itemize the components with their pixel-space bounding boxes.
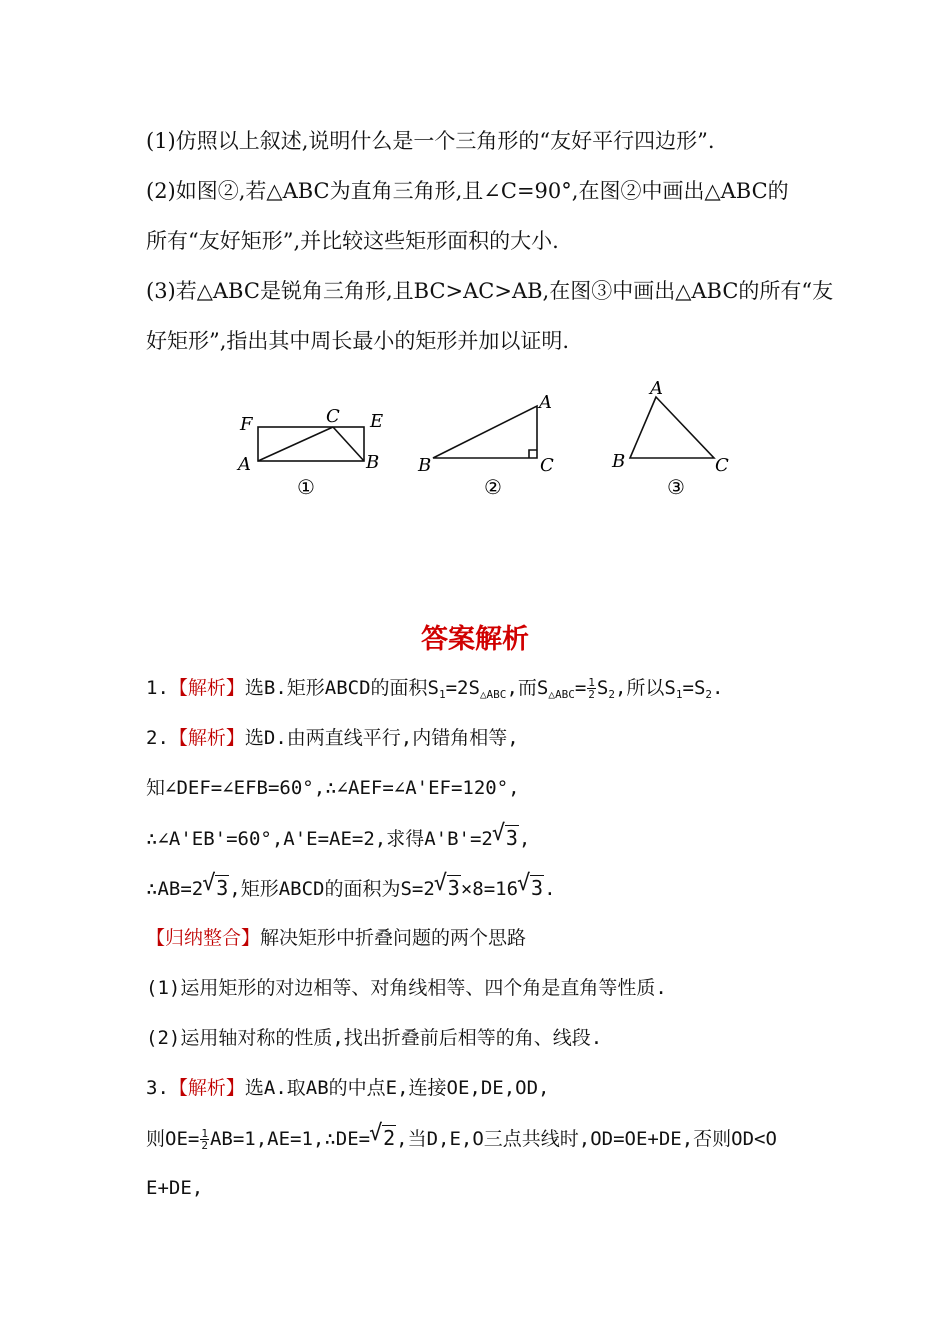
answer-3-line-3: E+DE, xyxy=(146,1177,204,1199)
answer-2-line-2: 知∠DEF=∠EFB=60°,∴∠AEF=∠A'EF=120°, xyxy=(146,777,520,799)
answer-1-text: 选B.矩形ABCD的面积S xyxy=(244,677,439,699)
fig3-caption: ③ xyxy=(667,475,685,499)
answer-2-text: ∴∠A'EB'=60°,A'E=AE=2,求得A'B'=2 xyxy=(146,828,493,850)
answer-2-line-1 xyxy=(146,724,519,752)
question-part-3-line-1: (3)若△ABC是锐角三角形,且BC>AC>AB,在图③中画出△ABC的所有“友 xyxy=(146,279,834,303)
square-root xyxy=(493,824,519,853)
answer-1-line xyxy=(146,674,723,709)
radicand: 3 xyxy=(505,826,518,850)
answer-1-text: =S xyxy=(682,677,706,699)
fig2-label-c: C xyxy=(540,455,554,476)
answer-1-text: = xyxy=(574,677,587,699)
answer-2-line-4 xyxy=(146,874,556,903)
figure-3 xyxy=(630,397,714,458)
subscript: △ABC xyxy=(479,688,507,701)
answer-3-text: ,当D,E,O三点共线时,OD=OE+DE,否则OD<O xyxy=(396,1128,777,1150)
fig1-caption: ① xyxy=(297,475,315,499)
answer-2-text: 选D.由两直线平行,内错角相等, xyxy=(244,727,519,749)
fig3-label-b: B xyxy=(612,451,626,472)
fig2-triangle xyxy=(433,406,537,458)
fraction-denominator: 2 xyxy=(201,1139,208,1152)
radicand: 3 xyxy=(216,876,229,900)
answer-2-text: ,矩形ABCD的面积为S=2 xyxy=(229,878,435,900)
square-root xyxy=(203,874,229,903)
fraction-one-half xyxy=(587,677,596,700)
answer-1-number: 1. xyxy=(146,677,169,699)
fig1-label-b: B xyxy=(366,452,380,473)
answer-3-text: 则OE= xyxy=(146,1128,200,1150)
fig3-label-c: C xyxy=(715,455,729,476)
answer-2-line-3 xyxy=(146,824,530,853)
question-part-2-line-2: 所有“友好矩形”,并比较这些矩形面积的大小. xyxy=(146,229,559,253)
answer-1-text: ,所以S xyxy=(614,677,676,699)
fig1-label-e: E xyxy=(370,411,384,432)
fig2-caption: ② xyxy=(484,475,502,499)
answer-3-number: 3. xyxy=(146,1077,169,1099)
answer-2-number: 2. xyxy=(146,727,169,749)
summary-title-line xyxy=(146,924,526,952)
answer-1-text: ,而S xyxy=(506,677,549,699)
subscript: 1 xyxy=(438,688,446,701)
summary-title: 解决矩形中折叠问题的两个思路 xyxy=(260,927,527,949)
question-part-3-line-2: 好矩形”,指出其中周长最小的矩形并加以证明. xyxy=(146,329,570,353)
answer-1-tag: 【解析】 xyxy=(168,677,245,699)
subscript: 2 xyxy=(705,688,713,701)
radicand: 3 xyxy=(531,876,544,900)
figures xyxy=(0,370,950,510)
answer-2-text: , xyxy=(518,828,531,850)
fig2-label-b: B xyxy=(418,455,432,476)
answer-3-text: 选A.取AB的中点E,连接OE,DE,OD, xyxy=(244,1077,550,1099)
figure-1 xyxy=(258,427,364,461)
subscript: △ABC xyxy=(548,688,575,701)
figure-2 xyxy=(433,406,537,458)
summary-tag: 【归纳整合】 xyxy=(146,927,261,949)
fig2-right-angle-mark xyxy=(529,450,537,458)
answer-1-text: =2S xyxy=(445,677,480,699)
summary-item-1: (1)运用矩形的对边相等、对角线相等、四个角是直角等性质. xyxy=(146,977,667,999)
answer-2-text: ∴AB=2 xyxy=(146,878,204,900)
summary-item-2: (2)运用轴对称的性质,找出折叠前后相等的角、线段. xyxy=(146,1027,603,1049)
answer-3-line-2 xyxy=(146,1124,777,1153)
fig3-label-a: A xyxy=(650,378,663,399)
fraction-one-half xyxy=(200,1128,209,1151)
subscript: 1 xyxy=(675,688,683,701)
question-part-1: (1)仿照以上叙述,说明什么是一个三角形的“友好平行四边形”. xyxy=(146,129,715,153)
subscript: 2 xyxy=(608,688,615,701)
fig1-label-c: C xyxy=(326,406,340,427)
square-root xyxy=(435,874,461,903)
fraction-numerator: 1 xyxy=(201,1127,208,1140)
fraction-denominator: 2 xyxy=(588,688,595,701)
answer-3-tag: 【解析】 xyxy=(168,1077,245,1099)
answer-2-tag: 【解析】 xyxy=(168,727,245,749)
answers-heading: 答案解析 xyxy=(421,624,529,655)
answer-1-text: . xyxy=(712,677,724,699)
question-part-2-line-1: (2)如图②,若△ABC为直角三角形,且∠C=90°,在图②中画出△ABC的 xyxy=(146,179,789,203)
square-root xyxy=(518,874,544,903)
fraction-numerator: 1 xyxy=(588,676,595,689)
fig3-triangle xyxy=(630,397,714,458)
answer-2-text: ×8=16 xyxy=(460,878,519,900)
fig1-side-cb xyxy=(333,427,364,461)
fig1-label-a: A xyxy=(238,454,251,475)
answer-1-text: S xyxy=(596,677,609,699)
answer-2-text: . xyxy=(544,878,556,900)
answer-3-line-1 xyxy=(146,1074,550,1102)
answer-3-text: AB=1,AE=1,∴DE= xyxy=(209,1128,371,1150)
fig2-label-a: A xyxy=(539,392,552,413)
radicand: 3 xyxy=(447,876,460,900)
square-root xyxy=(370,1124,396,1153)
fig1-side-ac xyxy=(258,427,333,461)
radicand: 2 xyxy=(383,1126,396,1150)
fig1-label-f: F xyxy=(240,414,253,435)
